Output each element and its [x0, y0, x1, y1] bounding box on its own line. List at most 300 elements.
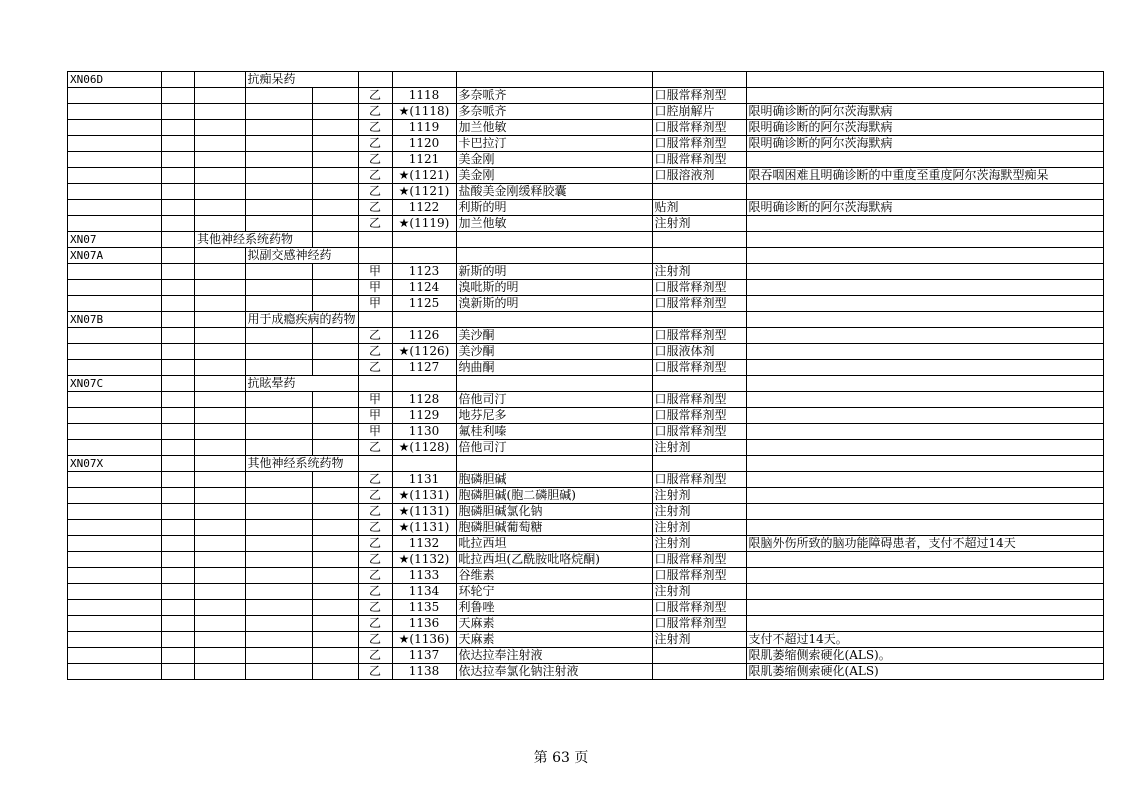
empty-cell	[162, 280, 195, 296]
drug-name-cell: 美金刚	[456, 152, 652, 168]
empty-cell	[162, 168, 195, 184]
empty-cell	[652, 456, 746, 472]
empty-cell	[162, 152, 195, 168]
drug-class-cell: 乙	[358, 184, 392, 200]
empty-cell	[358, 72, 392, 88]
drug-row	[68, 568, 1104, 584]
empty-cell	[358, 456, 392, 472]
category-code-cell: XN06D	[68, 72, 162, 88]
drug-row	[68, 216, 1104, 232]
drug-class-cell: 乙	[358, 520, 392, 536]
empty-cell	[313, 440, 358, 456]
empty-cell	[313, 536, 358, 552]
drug-number-cell: 1136	[392, 616, 456, 632]
dosage-form-cell: 注射剂	[652, 632, 746, 648]
remark-cell: 限吞咽困难且明确诊断的中重度至重度阿尔茨海默型痴呆	[746, 168, 1103, 184]
drug-class-cell: 乙	[358, 648, 392, 664]
empty-cell	[162, 392, 195, 408]
category-label-cell: 其他神经系统药物	[245, 456, 358, 472]
category-label-cell: 抗痴呆药	[245, 72, 358, 88]
empty-cell	[313, 120, 358, 136]
empty-cell	[652, 376, 746, 392]
empty-cell	[392, 232, 456, 248]
drug-row	[68, 120, 1104, 136]
empty-cell	[162, 248, 195, 264]
empty-cell	[313, 664, 358, 680]
empty-cell	[392, 312, 456, 328]
drug-number-cell: ★(1118)	[392, 104, 456, 120]
empty-cell	[162, 552, 195, 568]
dosage-form-cell: 口服常释剂型	[652, 296, 746, 312]
drug-row	[68, 360, 1104, 376]
empty-cell	[245, 600, 313, 616]
empty-cell	[195, 632, 246, 648]
category-code-cell	[68, 488, 162, 504]
empty-cell	[245, 616, 313, 632]
drug-class-cell: 乙	[358, 488, 392, 504]
empty-cell	[746, 456, 1103, 472]
empty-cell	[313, 136, 358, 152]
category-code-cell	[68, 408, 162, 424]
empty-cell	[313, 360, 358, 376]
category-code-cell	[68, 520, 162, 536]
empty-cell	[195, 152, 246, 168]
drug-name-cell: 倍他司汀	[456, 440, 652, 456]
empty-cell	[313, 648, 358, 664]
drug-row	[68, 392, 1104, 408]
drug-class-cell: 乙	[358, 584, 392, 600]
empty-cell	[456, 456, 652, 472]
category-code-cell	[68, 328, 162, 344]
category-code-cell	[68, 568, 162, 584]
empty-cell	[162, 536, 195, 552]
remark-cell: 限肌萎缩侧索硬化(ALS)	[746, 664, 1103, 680]
drug-row	[68, 344, 1104, 360]
empty-cell	[313, 600, 358, 616]
remark-cell	[746, 600, 1103, 616]
drug-row	[68, 104, 1104, 120]
category-code-cell	[68, 648, 162, 664]
empty-cell	[245, 632, 313, 648]
empty-cell	[746, 376, 1103, 392]
empty-cell	[313, 472, 358, 488]
empty-cell	[195, 216, 246, 232]
empty-cell	[313, 104, 358, 120]
empty-cell	[245, 392, 313, 408]
remark-cell	[746, 152, 1103, 168]
empty-cell	[195, 408, 246, 424]
drug-class-cell: 乙	[358, 504, 392, 520]
empty-cell	[245, 88, 313, 104]
drug-name-cell: 新斯的明	[456, 264, 652, 280]
drug-class-cell: 乙	[358, 200, 392, 216]
empty-cell	[652, 72, 746, 88]
empty-cell	[195, 664, 246, 680]
drug-number-cell: 1126	[392, 328, 456, 344]
empty-cell	[245, 200, 313, 216]
dosage-form-cell	[652, 664, 746, 680]
remark-cell	[746, 360, 1103, 376]
drug-number-cell: ★(1128)	[392, 440, 456, 456]
drug-row	[68, 504, 1104, 520]
category-code-cell	[68, 88, 162, 104]
empty-cell	[456, 248, 652, 264]
empty-cell	[195, 424, 246, 440]
drug-number-cell: ★(1131)	[392, 520, 456, 536]
drug-class-cell: 乙	[358, 536, 392, 552]
empty-cell	[195, 264, 246, 280]
drug-row	[68, 200, 1104, 216]
remark-cell	[746, 472, 1103, 488]
empty-cell	[313, 520, 358, 536]
empty-cell	[313, 408, 358, 424]
dosage-form-cell: 口服常释剂型	[652, 120, 746, 136]
category-label-cell: 抗眩晕药	[245, 376, 358, 392]
empty-cell	[245, 168, 313, 184]
empty-cell	[313, 568, 358, 584]
drug-name-cell: 多奈哌齐	[456, 104, 652, 120]
empty-cell	[162, 376, 195, 392]
empty-cell	[195, 360, 246, 376]
drug-class-cell: 乙	[358, 216, 392, 232]
empty-cell	[313, 168, 358, 184]
drug-class-cell: 甲	[358, 392, 392, 408]
category-code-cell	[68, 152, 162, 168]
empty-cell	[313, 216, 358, 232]
empty-cell	[195, 536, 246, 552]
empty-cell	[195, 296, 246, 312]
empty-cell	[162, 488, 195, 504]
drug-class-cell: 乙	[358, 88, 392, 104]
remark-cell: 限脑外伤所致的脑功能障碍患者，支付不超过14天	[746, 536, 1103, 552]
category-code-cell	[68, 168, 162, 184]
drug-row	[68, 152, 1104, 168]
drug-number-cell: 1125	[392, 296, 456, 312]
dosage-form-cell: 口服常释剂型	[652, 152, 746, 168]
empty-cell	[245, 280, 313, 296]
empty-cell	[652, 232, 746, 248]
empty-cell	[245, 152, 313, 168]
empty-cell	[245, 136, 313, 152]
empty-cell	[162, 472, 195, 488]
dosage-form-cell: 注射剂	[652, 440, 746, 456]
drug-row	[68, 584, 1104, 600]
empty-cell	[245, 216, 313, 232]
drug-class-cell: 乙	[358, 632, 392, 648]
dosage-form-cell	[652, 648, 746, 664]
remark-cell	[746, 504, 1103, 520]
empty-cell	[746, 232, 1103, 248]
remark-cell	[746, 264, 1103, 280]
empty-cell	[313, 424, 358, 440]
empty-cell	[358, 232, 392, 248]
empty-cell	[195, 552, 246, 568]
dosage-form-cell: 口腔崩解片	[652, 104, 746, 120]
drug-name-cell: 溴新斯的明	[456, 296, 652, 312]
drug-number-cell: 1118	[392, 88, 456, 104]
drug-name-cell: 谷维素	[456, 568, 652, 584]
drug-class-cell: 乙	[358, 120, 392, 136]
empty-cell	[313, 344, 358, 360]
drug-class-cell: 乙	[358, 440, 392, 456]
empty-cell	[162, 344, 195, 360]
drug-row	[68, 264, 1104, 280]
empty-cell	[313, 296, 358, 312]
drug-class-cell: 甲	[358, 296, 392, 312]
empty-cell	[245, 664, 313, 680]
empty-cell	[313, 632, 358, 648]
drug-name-cell: 天麻素	[456, 616, 652, 632]
drug-class-cell: 乙	[358, 168, 392, 184]
drug-name-cell: 卡巴拉汀	[456, 136, 652, 152]
empty-cell	[195, 376, 246, 392]
drug-number-cell: 1128	[392, 392, 456, 408]
empty-cell	[195, 488, 246, 504]
empty-cell	[162, 520, 195, 536]
drug-class-cell: 乙	[358, 664, 392, 680]
empty-cell	[245, 184, 313, 200]
drug-row	[68, 600, 1104, 616]
dosage-form-cell: 注射剂	[652, 488, 746, 504]
category-code-cell	[68, 184, 162, 200]
dosage-form-cell: 口服常释剂型	[652, 392, 746, 408]
empty-cell	[195, 616, 246, 632]
remark-cell: 限明确诊断的阿尔茨海默病	[746, 120, 1103, 136]
remark-cell	[746, 328, 1103, 344]
empty-cell	[245, 472, 313, 488]
empty-cell	[195, 168, 246, 184]
drug-name-cell: 加兰他敏	[456, 216, 652, 232]
category-code-cell	[68, 424, 162, 440]
category-label-cell: 其他神经系统药物	[195, 232, 313, 248]
drug-class-cell: 甲	[358, 408, 392, 424]
drug-class-cell: 甲	[358, 424, 392, 440]
empty-cell	[195, 72, 246, 88]
drug-row	[68, 552, 1104, 568]
drug-name-cell: 胞磷胆碱	[456, 472, 652, 488]
drug-name-cell: 依达拉奉氯化钠注射液	[456, 664, 652, 680]
remark-cell	[746, 408, 1103, 424]
drug-name-cell: 利斯的明	[456, 200, 652, 216]
empty-cell	[245, 104, 313, 120]
drug-number-cell: ★(1121)	[392, 184, 456, 200]
drug-name-cell: 依达拉奉注射液	[456, 648, 652, 664]
drug-class-cell: 甲	[358, 280, 392, 296]
empty-cell	[162, 184, 195, 200]
category-row	[68, 232, 1104, 248]
empty-cell	[313, 584, 358, 600]
dosage-form-cell: 注射剂	[652, 536, 746, 552]
empty-cell	[195, 104, 246, 120]
dosage-form-cell: 注射剂	[652, 520, 746, 536]
empty-cell	[162, 456, 195, 472]
drug-number-cell: 1123	[392, 264, 456, 280]
empty-cell	[162, 568, 195, 584]
dosage-form-cell: 口服溶液剂	[652, 168, 746, 184]
drug-row	[68, 88, 1104, 104]
remark-cell	[746, 616, 1103, 632]
dosage-form-cell: 口服常释剂型	[652, 136, 746, 152]
category-code-cell	[68, 216, 162, 232]
category-row	[68, 72, 1104, 88]
drug-number-cell: ★(1132)	[392, 552, 456, 568]
dosage-form-cell: 口服常释剂型	[652, 360, 746, 376]
empty-cell	[195, 392, 246, 408]
drug-name-cell: 美沙酮	[456, 328, 652, 344]
category-code-cell	[68, 360, 162, 376]
empty-cell	[162, 616, 195, 632]
category-code-cell	[68, 504, 162, 520]
drug-name-cell: 天麻素	[456, 632, 652, 648]
drug-number-cell: 1122	[392, 200, 456, 216]
dosage-form-cell: 口服常释剂型	[652, 600, 746, 616]
empty-cell	[245, 552, 313, 568]
empty-cell	[313, 88, 358, 104]
drug-class-cell: 乙	[358, 104, 392, 120]
drug-class-cell: 乙	[358, 152, 392, 168]
dosage-form-cell: 注射剂	[652, 504, 746, 520]
category-code-cell: XN07C	[68, 376, 162, 392]
empty-cell	[162, 584, 195, 600]
empty-cell	[162, 648, 195, 664]
category-code-cell	[68, 264, 162, 280]
drug-name-cell: 氟桂利嗪	[456, 424, 652, 440]
remark-cell	[746, 520, 1103, 536]
drug-row	[68, 328, 1104, 344]
empty-cell	[162, 504, 195, 520]
empty-cell	[245, 360, 313, 376]
empty-cell	[195, 440, 246, 456]
empty-cell	[195, 648, 246, 664]
drug-number-cell: ★(1126)	[392, 344, 456, 360]
remark-cell	[746, 392, 1103, 408]
dosage-form-cell: 口服常释剂型	[652, 424, 746, 440]
empty-cell	[313, 200, 358, 216]
empty-cell	[195, 520, 246, 536]
empty-cell	[162, 264, 195, 280]
remark-cell	[746, 344, 1103, 360]
empty-cell	[162, 600, 195, 616]
empty-cell	[313, 152, 358, 168]
dosage-form-cell	[652, 184, 746, 200]
empty-cell	[245, 296, 313, 312]
category-code-cell	[68, 280, 162, 296]
category-label-cell: 拟副交感神经药	[245, 248, 358, 264]
empty-cell	[195, 472, 246, 488]
remark-cell	[746, 88, 1103, 104]
empty-cell	[162, 296, 195, 312]
dosage-form-cell: 口服常释剂型	[652, 616, 746, 632]
empty-cell	[162, 312, 195, 328]
empty-cell	[162, 104, 195, 120]
drug-list-table	[67, 71, 1104, 680]
drug-number-cell: ★(1131)	[392, 504, 456, 520]
category-label-cell: 用于成瘾疾病的药物	[245, 312, 358, 328]
empty-cell	[162, 232, 195, 248]
dosage-form-cell: 口服常释剂型	[652, 280, 746, 296]
drug-number-cell: 1121	[392, 152, 456, 168]
empty-cell	[313, 392, 358, 408]
remark-cell	[746, 296, 1103, 312]
empty-cell	[162, 328, 195, 344]
drug-row	[68, 296, 1104, 312]
category-code-cell	[68, 120, 162, 136]
empty-cell	[392, 376, 456, 392]
empty-cell	[195, 120, 246, 136]
empty-cell	[313, 616, 358, 632]
category-row	[68, 312, 1104, 328]
category-code-cell	[68, 392, 162, 408]
drug-class-cell: 乙	[358, 360, 392, 376]
remark-cell	[746, 184, 1103, 200]
dosage-form-cell: 口服常释剂型	[652, 408, 746, 424]
empty-cell	[456, 72, 652, 88]
drug-number-cell: 1137	[392, 648, 456, 664]
empty-cell	[652, 248, 746, 264]
category-code-cell	[68, 600, 162, 616]
empty-cell	[195, 312, 246, 328]
drug-name-cell: 环轮宁	[456, 584, 652, 600]
category-code-cell	[68, 552, 162, 568]
drug-row	[68, 488, 1104, 504]
drug-number-cell: 1119	[392, 120, 456, 136]
empty-cell	[245, 488, 313, 504]
drug-name-cell: 胞磷胆碱(胞二磷胆碱)	[456, 488, 652, 504]
empty-cell	[245, 520, 313, 536]
empty-cell	[313, 184, 358, 200]
category-code-cell	[68, 344, 162, 360]
drug-name-cell: 美金刚	[456, 168, 652, 184]
drug-number-cell: 1124	[392, 280, 456, 296]
drug-number-cell: 1130	[392, 424, 456, 440]
drug-number-cell: 1138	[392, 664, 456, 680]
category-code-cell	[68, 104, 162, 120]
drug-number-cell: 1135	[392, 600, 456, 616]
remark-cell: 支付不超过14天。	[746, 632, 1103, 648]
drug-number-cell: 1133	[392, 568, 456, 584]
dosage-form-cell: 注射剂	[652, 216, 746, 232]
remark-cell: 限明确诊断的阿尔茨海默病	[746, 104, 1103, 120]
dosage-form-cell: 口服常释剂型	[652, 88, 746, 104]
category-code-cell: XN07B	[68, 312, 162, 328]
empty-cell	[746, 312, 1103, 328]
empty-cell	[162, 72, 195, 88]
category-code-cell	[68, 664, 162, 680]
drug-row	[68, 168, 1104, 184]
drug-name-cell: 美沙酮	[456, 344, 652, 360]
empty-cell	[195, 280, 246, 296]
remark-cell	[746, 568, 1103, 584]
empty-cell	[245, 424, 313, 440]
drug-number-cell: 1131	[392, 472, 456, 488]
page-number: 第 63 页	[533, 750, 589, 766]
drug-number-cell: 1127	[392, 360, 456, 376]
drug-name-cell: 吡拉西坦(乙酰胺吡咯烷酮)	[456, 552, 652, 568]
drug-row	[68, 632, 1104, 648]
drug-row	[68, 440, 1104, 456]
drug-row	[68, 280, 1104, 296]
drug-name-cell: 胞磷胆碱氯化钠	[456, 504, 652, 520]
empty-cell	[195, 584, 246, 600]
empty-cell	[195, 88, 246, 104]
drug-class-cell: 乙	[358, 568, 392, 584]
dosage-form-cell: 口服常释剂型	[652, 552, 746, 568]
empty-cell	[392, 456, 456, 472]
drug-class-cell: 乙	[358, 552, 392, 568]
drug-row	[68, 648, 1104, 664]
empty-cell	[392, 72, 456, 88]
empty-cell	[195, 568, 246, 584]
